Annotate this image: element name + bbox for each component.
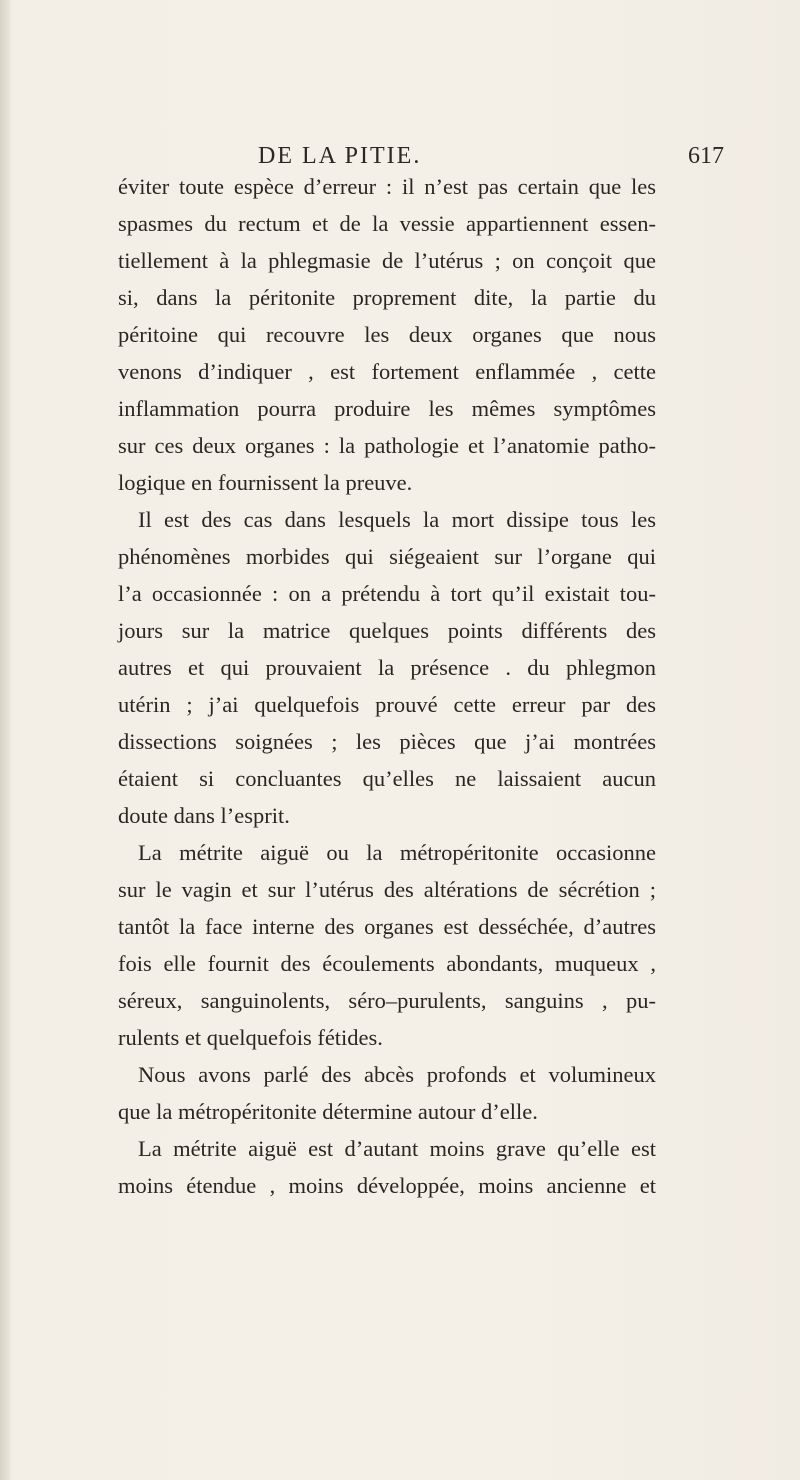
text-line: dissections soignées ; les pièces que j’ai montrées bbox=[118, 729, 656, 754]
text-line: La métrite aiguë est d’autant moins grave qu’elle est bbox=[138, 1136, 656, 1161]
text-line: La métrite aiguë ou la métropéritonite occasionne bbox=[138, 840, 656, 865]
text-line: si, dans la péritonite proprement dite, la partie du bbox=[118, 285, 656, 310]
text-line: sur le vagin et sur l’utérus des altérations de sécrétion ; bbox=[118, 877, 656, 902]
text-line: que la métropéritonite détermine autour d’elle. bbox=[118, 1099, 538, 1124]
text-line: phénomènes morbides qui siégeaient sur l’organe qui bbox=[118, 544, 656, 569]
page-number: 617 bbox=[688, 143, 724, 169]
text-line: jours sur la matrice quelques points différents des bbox=[118, 618, 656, 643]
text-line: doute dans l’esprit. bbox=[118, 803, 290, 828]
text-line: l’a occasionnée : on a prétendu à tort qu’il existait tou- bbox=[118, 581, 656, 606]
text-line: péritoine qui recouvre les deux organes que nous bbox=[118, 322, 656, 347]
text-line: inflammation pourra produire les mêmes symptômes bbox=[118, 396, 656, 421]
page-binding-edge bbox=[0, 0, 10, 1480]
text-line: rulents et quelquefois fétides. bbox=[118, 1025, 383, 1050]
text-line: Nous avons parlé des abcès profonds et volumineux bbox=[138, 1062, 656, 1087]
text-line: logique en fournissent la preuve. bbox=[118, 470, 413, 495]
text-line: éviter toute espèce d’erreur : il n’est pas certain que les bbox=[118, 174, 656, 199]
text-line: autres et qui prouvaient la présence . du phlegmon bbox=[118, 655, 656, 680]
text-line: spasmes du rectum et de la vessie appartiennent essen- bbox=[118, 211, 656, 236]
text-line: séreux, sanguinolents, séro–purulents, sanguins , pu- bbox=[118, 988, 656, 1013]
text-line: tiellement à la phlegmasie de l’utérus ; on conçoit que bbox=[118, 248, 656, 273]
text-line: moins étendue , moins développée, moins ancienne et bbox=[118, 1173, 656, 1198]
text-line: sur ces deux organes : la pathologie et l’anatomie patho- bbox=[118, 433, 656, 458]
text-line: étaient si concluantes qu’elles ne laissaient aucun bbox=[118, 766, 656, 791]
running-title: DE LA PITIE. bbox=[258, 143, 422, 169]
text-line: tantôt la face interne des organes est desséchée, d’autres bbox=[118, 914, 656, 939]
text-line: utérin ; j’ai quelquefois prouvé cette erreur par des bbox=[118, 692, 656, 717]
text-line: venons d’indiquer , est fortement enflammée , cette bbox=[118, 359, 656, 384]
text-line: Il est des cas dans lesquels la mort dissipe tous les bbox=[138, 507, 656, 532]
text-line: fois elle fournit des écoulements abondants, muqueux , bbox=[118, 951, 656, 976]
